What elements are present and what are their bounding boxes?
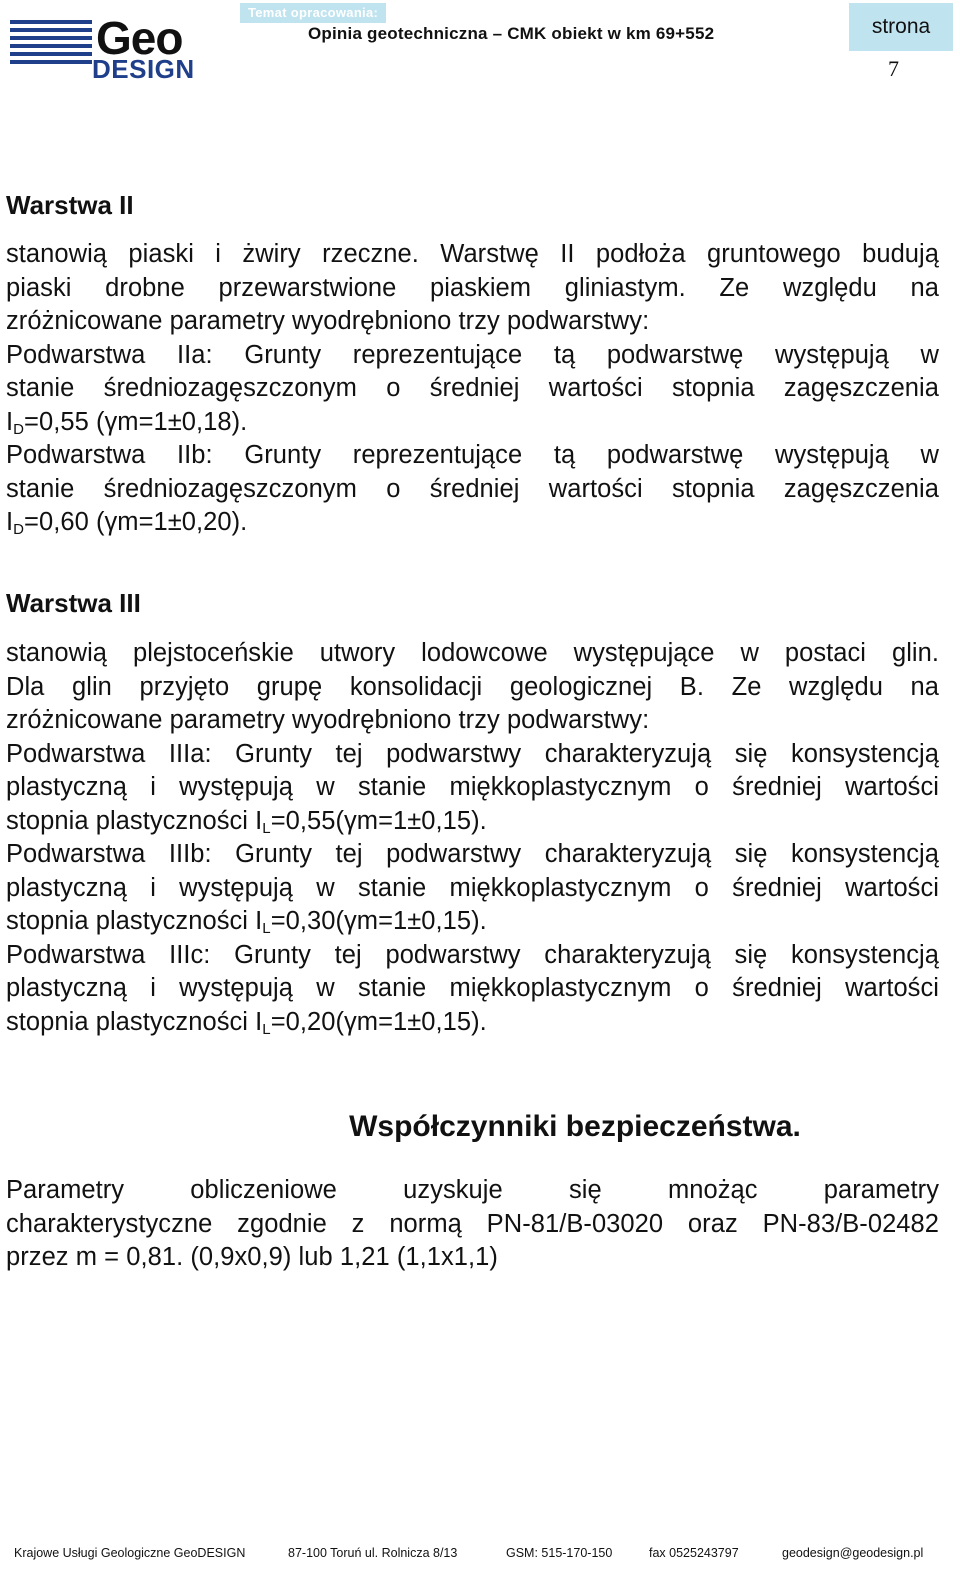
text-line: plastyczną i występują w stanie miękkoplastycznym o średniej wartości — [6, 974, 939, 1002]
footer-fax: fax 0525243797 — [649, 1546, 739, 1560]
il-subscript: L — [262, 1020, 271, 1038]
il-text: stopnia plastyczności I — [6, 907, 263, 935]
text-line: stanie średniozagęszczonym o średniej wartości stopnia zagęszczenia — [6, 374, 939, 402]
document-title: Opinia geotechniczna – CMK obiekt w km 69+552 — [308, 24, 715, 43]
id-value: =0,60 (γm=1±0,20). — [24, 508, 248, 536]
text-line: stanie średniozagęszczonym o średniej wartości stopnia zagęszczenia — [6, 474, 939, 503]
footer-email: geodesign@geodesign.pl — [782, 1546, 924, 1560]
text-line: stanowią plejstoceńskie utwory lodowcowe występujące w postaci glin. — [6, 639, 939, 667]
text-line: plastyczną i występują w stanie miękkoplastycznym o średniej wartości — [6, 773, 939, 801]
section-heading-layer-3: Warstwa III — [6, 588, 141, 618]
topic-label: Temat opracowania: — [240, 3, 386, 23]
il-text: stopnia plastyczności I — [6, 806, 263, 835]
text-line: Parametry obliczeniowe uzyskuje się mnożąc parametry — [6, 1176, 939, 1204]
id-subscript: D — [13, 521, 25, 538]
footer-company: Krajowe Usługi Geologiczne GeoDESIGN — [14, 1546, 246, 1560]
text-line: charakterystyczne zgodnie z normą PN-81/B-03020 oraz PN-83/B-02482 — [6, 1209, 939, 1238]
text-line: Podwarstwa IIIb: Grunty tej podwarstwy charakteryzują się konsystencją — [6, 840, 939, 868]
il-subscript: L — [262, 819, 271, 837]
section-heading-layer-2: Warstwa II — [6, 190, 134, 220]
svg-text:DESIGN: DESIGN — [92, 54, 195, 82]
paragraph-safety-factors — [6, 1174, 939, 1275]
page-header — [0, 0, 960, 90]
safety-factors-heading: Współczynniki bezpieczeństwa. — [349, 1110, 801, 1143]
page-label: strona — [849, 3, 953, 51]
il-subscript: L — [262, 920, 271, 937]
text-line: Podwarstwa IIb: Grunty reprezentujące tą podwarstwę występują w — [6, 441, 939, 469]
id-subscript: D — [13, 420, 25, 438]
page-footer — [0, 1542, 960, 1564]
text-line — [6, 1006, 939, 1040]
text-line: zróżnicowane parametry wyodrębniono trzy podwarstwy: — [6, 706, 650, 734]
text-line — [6, 805, 939, 839]
id-symbol: I — [6, 407, 14, 436]
svg-text:Geo: Geo — [96, 14, 183, 64]
geodesign-logo — [8, 14, 240, 82]
text-line: Podwarstwa IIa: Grunty reprezentujące tą podwarstwę występują w — [6, 340, 939, 369]
text-line — [6, 506, 939, 540]
text-line: piaski drobne przewarstwione piaskiem gliniastym. Ze względu na — [6, 273, 939, 302]
il-text: stopnia plastyczności I — [6, 1007, 263, 1036]
text-line: Podwarstwa IIIc: Grunty tej podwarstwy charakteryzują się konsystencją — [6, 940, 939, 969]
text-line: Podwarstwa IIIa: Grunty tej podwarstwy charakteryzują się konsystencją — [6, 739, 939, 768]
text-line — [6, 905, 939, 939]
id-symbol: I — [6, 508, 14, 536]
il-value: =0,30(γm=1±0,15). — [270, 907, 487, 935]
id-value: =0,55 (γm=1±0,18). — [24, 407, 248, 436]
text-line: plastyczną i występują w stanie miękkoplastycznym o średniej wartości — [6, 873, 939, 902]
text-line: przez m = 0,81. (0,9x0,9) lub 1,21 (1,1x1,1) — [6, 1243, 498, 1271]
text-line: Dla glin przyjęto grupę konsolidacji geologicznej B. Ze względu na — [6, 672, 939, 701]
paragraph-layer-2 — [6, 238, 939, 540]
page-number: 7 — [888, 56, 899, 81]
il-value: =0,20(γm=1±0,15). — [270, 1007, 487, 1036]
text-line — [6, 406, 939, 440]
text-line: zróżnicowane parametry wyodrębniono trzy podwarstwy: — [6, 307, 650, 335]
il-value: =0,55(γm=1±0,15). — [270, 806, 487, 835]
footer-gsm: GSM: 515-170-150 — [506, 1546, 613, 1560]
text-line: stanowią piaski i żwiry rzeczne. Warstwę II podłoża gruntowego budują — [6, 240, 939, 268]
footer-address: 87-100 Toruń ul. Rolnicza 8/13 — [288, 1546, 458, 1560]
paragraph-layer-3 — [6, 637, 939, 1039]
